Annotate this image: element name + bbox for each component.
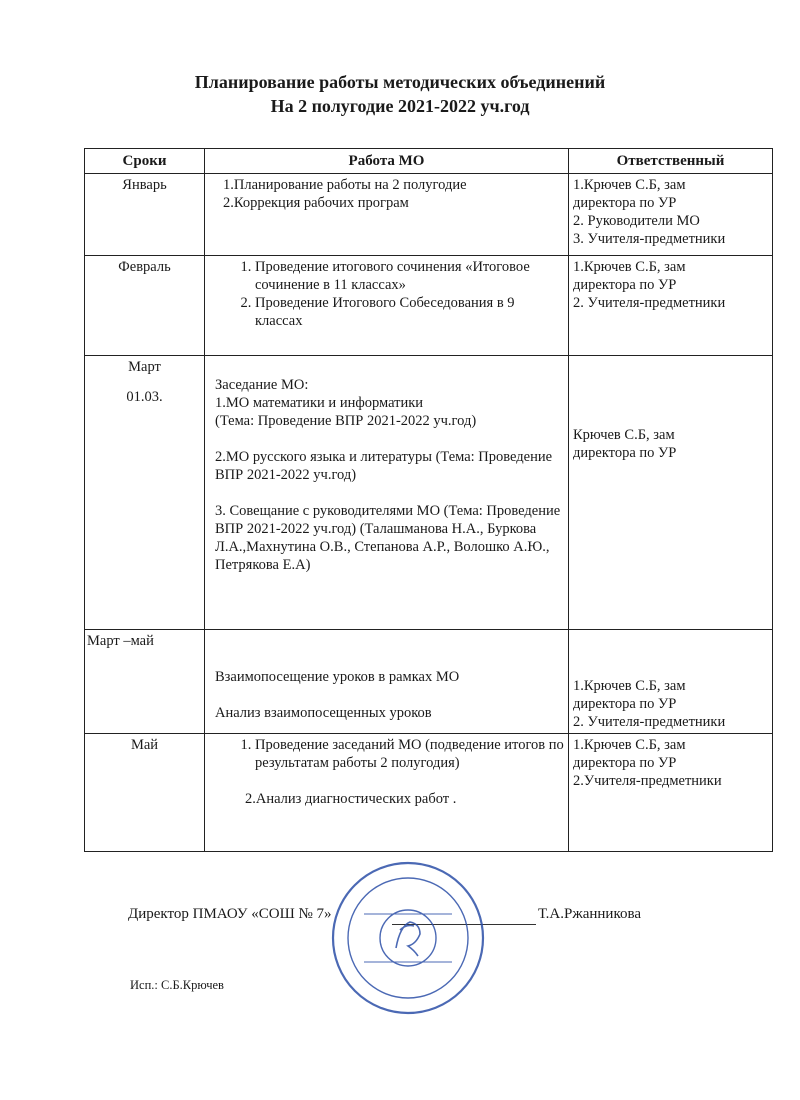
seal-core-ring	[380, 910, 436, 966]
responsible-line: директора по УР	[573, 195, 677, 211]
work-item: 2.МО русского языка и литературы (Тема: Проведение ВПР 2021-2022 уч.год)	[215, 449, 553, 483]
signer-name: Т.А.Ржанникова	[538, 906, 642, 922]
work-item: 1. Проведение заседаний МО (подведение итогов по результатам работы 2 полугодия)	[255, 736, 564, 772]
work-list	[209, 736, 564, 772]
responsible-cell	[569, 630, 773, 734]
header-responsible: Ответственный	[569, 149, 773, 174]
work-item: Анализ взаимопосещенных уроков	[215, 705, 432, 721]
period-cell: Май	[85, 734, 205, 852]
seal-emblem	[396, 922, 420, 956]
responsible-line: 2. Руководители МО	[573, 213, 700, 229]
period-cell: Январь	[85, 174, 205, 256]
work-title: Заседание МО:	[215, 377, 309, 393]
responsible-cell	[569, 734, 773, 852]
responsible-line: 2. Учителя-предметники	[573, 295, 726, 311]
responsible-line: 2. Учителя-предметники	[573, 714, 726, 730]
responsible-line: 1.Крючев С.Б, зам	[573, 737, 686, 753]
work-item: Взаимопосещение уроков в рамках МО	[215, 669, 460, 685]
responsible-line: 2.Учителя-предметники	[573, 773, 722, 789]
header-period: Сроки	[85, 149, 205, 174]
work-item: 2.Анализ диагностических работ .	[245, 791, 457, 807]
period-label: Март	[128, 359, 161, 375]
responsible-line: Крючев С.Б, зам	[573, 427, 675, 443]
work-item: 2. Проведение Итогового Собеседования в 9 классах	[255, 294, 564, 330]
table-row	[85, 356, 773, 630]
responsible-line: 1.Крючев С.Б, зам	[573, 259, 686, 275]
header-work: Работа МО	[205, 149, 569, 174]
work-list	[209, 258, 564, 330]
document-title-line1: Планирование работы методических объединений	[194, 72, 606, 92]
signature-text: Директор ПМАОУ «СОШ № 7»	[128, 906, 332, 922]
responsible-line: директора по УР	[573, 277, 677, 293]
work-cell	[205, 174, 569, 256]
work-cell	[205, 356, 569, 630]
responsible-line: директора по УР	[573, 755, 677, 771]
period-cell: Февраль	[85, 256, 205, 356]
table-header-row	[85, 149, 773, 174]
responsible-line: директора по УР	[573, 696, 677, 712]
responsible-cell	[569, 256, 773, 356]
executor-note: Исп.: С.Б.Крючев	[130, 978, 224, 992]
period-date: 01.03.	[126, 389, 163, 405]
seal-outer-ring	[333, 863, 483, 1013]
period-cell	[85, 356, 205, 630]
table-row	[85, 734, 773, 852]
responsible-line: 1.Крючев С.Б, зам	[573, 678, 686, 694]
document-title-line2: На 2 полугодие 2021-2022 уч.год	[270, 96, 530, 116]
work-item: 3. Совещание с руководителями МО (Тема: Проведение ВПР 2021-2022 уч.год) (Талашманова Н.А., Буркова Л.А.,Махнутина О.В., Степанова А.Р., Волошко А.Ю., Петрякова Е.А)	[215, 503, 561, 573]
work-cell	[205, 734, 569, 852]
table-row	[85, 174, 773, 256]
work-item: 2.Коррекция рабочих програм	[223, 195, 409, 211]
round-seal-icon	[330, 860, 486, 1016]
table-row	[85, 630, 773, 734]
responsible-line: 3. Учителя-предметники	[573, 231, 726, 247]
work-item-detail: (Тема: Проведение ВПР 2021-2022 уч.год)	[215, 413, 477, 429]
work-item: 1.МО математики и информатики	[215, 395, 424, 411]
responsible-line: 1.Крючев С.Б, зам	[573, 177, 686, 193]
responsible-line: директора по УР	[573, 445, 677, 461]
table-row	[85, 256, 773, 356]
work-cell	[205, 256, 569, 356]
seal-inner-ring	[348, 878, 468, 998]
work-item: 1. Проведение итогового сочинения «Итоговое сочинение в 11 классах»	[255, 258, 564, 294]
responsible-cell	[569, 356, 773, 630]
period-cell: Март –май	[85, 630, 205, 734]
work-cell	[205, 630, 569, 734]
work-item: 1.Планирование работы на 2 полугодие	[223, 177, 467, 193]
plan-table	[84, 148, 773, 852]
responsible-cell	[569, 174, 773, 256]
